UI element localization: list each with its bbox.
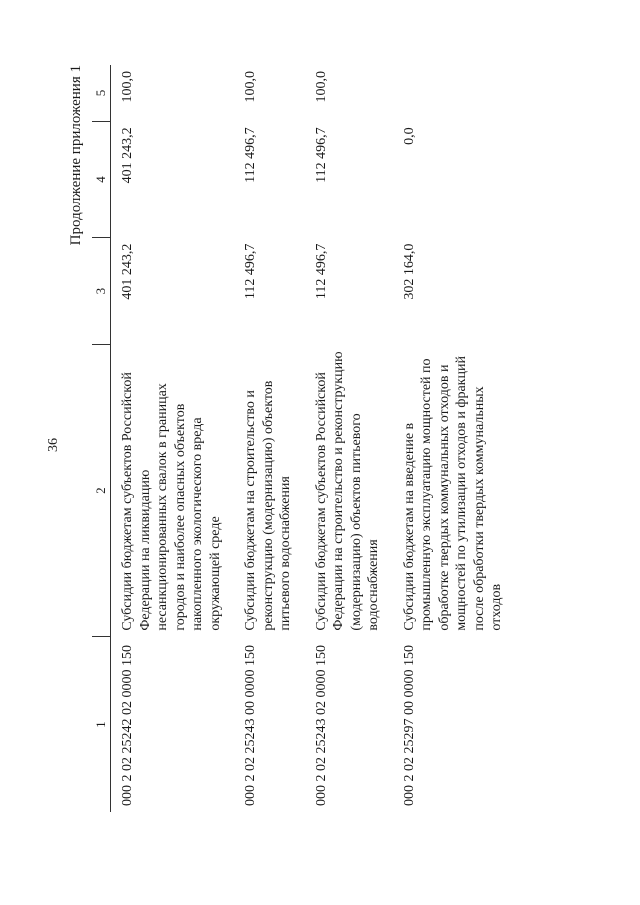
- header-col-4: 4: [92, 121, 111, 237]
- row-code: 000 2 02 25243 00 0000 150: [243, 645, 258, 806]
- table-row: [234, 65, 305, 812]
- header-col-1: 1: [92, 637, 111, 812]
- row-value-3: 401 243,2: [120, 243, 135, 300]
- table-row: [393, 65, 516, 812]
- row-name: Субсидии бюджетам субъектов Российской Федерации на ликвидацию несанкционированных свалок в границах городов и наиболее опасных объектов накопленного экологического вреда окружающей среде: [120, 372, 223, 631]
- continuation-label: Продолжение приложения 1: [68, 65, 84, 246]
- row-value-5: 100,0: [243, 71, 258, 103]
- row-value-4: 112 496,7: [313, 127, 329, 183]
- row-name: Субсидии бюджетам субъектов Российской Федерации на строительство и реконструкцию (модернизацию) объектов питьевого водоснабжения: [313, 351, 381, 631]
- row-value-5: [393, 65, 516, 121]
- header-col-3: 3: [92, 238, 111, 345]
- row-name: Субсидии бюджетам на строительство и реконструкцию (модернизацию) объектов питьевого водоснабжения: [243, 380, 293, 631]
- row-value-3: 112 496,7: [313, 243, 329, 300]
- table-row: [111, 65, 235, 812]
- row-name: Субсидии бюджетам на введение в промышленную эксплуатацию мощностей по обработке твердых коммунальных отходов и мощностей по утилизации отходов и фракций после обработки твердых коммунальных отходов: [401, 356, 504, 631]
- header-col-2: 2: [92, 345, 111, 637]
- budget-table: [92, 65, 516, 812]
- row-code: 000 2 02 25242 02 0000 150: [120, 645, 135, 806]
- header-col-5: 5: [92, 65, 111, 121]
- row-value-4: 0,0: [401, 127, 417, 145]
- row-value-4: 112 496,7: [243, 127, 258, 183]
- row-value-4: 401 243,2: [120, 127, 135, 184]
- row-value-3: 112 496,7: [243, 243, 258, 300]
- row-value-5: 100,0: [120, 71, 135, 103]
- row-code: 000 2 02 25243 02 0000 150: [313, 645, 329, 806]
- page-number: 36: [46, 438, 61, 452]
- row-value-5: 100,0: [313, 71, 329, 103]
- row-value-3: 302 164,0: [401, 243, 417, 300]
- table-header-row: [92, 65, 111, 812]
- row-code: 000 2 02 25297 00 0000 150: [401, 645, 417, 806]
- table-row: [305, 65, 393, 812]
